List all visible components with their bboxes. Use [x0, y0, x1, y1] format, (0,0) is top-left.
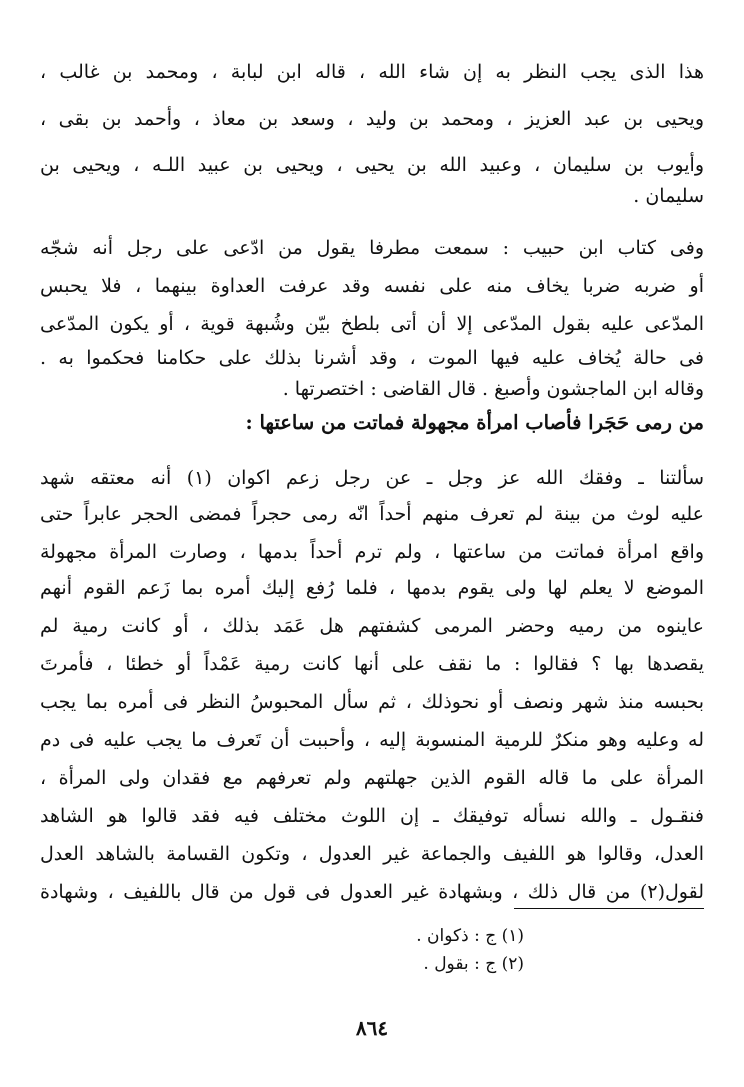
paragraph-2-line-3: المدّعى عليه بقول المدّعى إلا أن أتى بلطخ بيّن وشُبهة قوية ، أو يكون المدّعى	[40, 313, 704, 335]
paragraph-3-line-5: عاينوه من رميه وحضر المرمى كشفتهم هل عَمَد بذلك ، أو كانت رمية لم	[40, 615, 704, 637]
footnote-1: (١) ج : ذكوان .	[416, 926, 524, 946]
paragraph-3-line-2: عليه لوث من بينة لم تعرف منهم أحداً انّه رمى حجراً فمضى الحجر عابراً حتى	[40, 503, 704, 525]
paragraph-3-line-12: لقول(٢) من قال ذلك ، وبشهادة غير العدول فى قول من قال باللفيف ، وشهادة	[40, 881, 704, 903]
paragraph-1-line-2: ويحيى بن عبد العزيز ، ومحمد بن وليد ، وسعد بن معاذ ، وأحمد بن بقى ،	[40, 108, 704, 130]
paragraph-2-line-1: وفى كتاب ابن حبيب : سمعت مطرفا يقول من ادّعى على رجل أنه شجّه	[40, 237, 704, 259]
paragraph-3-line-4: الموضع لا يعلم لها ولى يقوم بدمها ، فلما رُفع إليك أمره بما زَعم القوم أنهم	[40, 577, 704, 599]
paragraph-3-line-8: له وعليه وهو منكرٌ للرمية المنسوبة إليه ، وأحببت أن تَعرف ما يجب عليه فى دم	[40, 729, 704, 751]
paragraph-3-line-11: العدل، وقالوا هو اللفيف والجماعة غير العدول ، وتكون القسامة بالشاهد العدل	[40, 843, 704, 865]
paragraph-2-line-2: أو ضربه ضربا يخاف منه على نفسه وقد عرفت العداوة بينهما ، فلا يحبس	[40, 275, 704, 297]
paragraph-3-line-9: المرأة على ما قاله القوم الذين جهلتهم ولم تعرفهم مع فقدان ولى المرأة ،	[40, 767, 704, 789]
book-page	[40, 20, 704, 1070]
paragraph-3-line-3: واقع امرأة فماتت من ساعتها ، ولم ترم أحداً بدمها ، وصارت المرأة مجهولة	[40, 541, 704, 563]
paragraph-3-line-1: سألتنا ـ وفقك الله عز وجل ـ عن رجل زعم اكوان (١) أنه معتقه شهد	[40, 467, 704, 489]
page-number: ٨٦٤	[355, 1016, 389, 1040]
paragraph-1-line-4: سليمان .	[633, 185, 704, 207]
paragraph-1-line-1: هذا الذى يجب النظر به إن شاء الله ، قاله ابن لبابة ، ومحمد بن غالب ،	[40, 61, 704, 83]
footnote-separator	[514, 908, 704, 909]
paragraph-2-line-4: فى حالة يُخاف عليه فيها الموت ، وقد أشرنا بذلك على حكامنا فحكموا به .	[40, 347, 704, 369]
paragraph-3-line-6: يقصدها بها ؟ فقالوا : ما نقف على أنها كانت رمية عَمْداً أو خطئا ، فأمرتَ	[40, 653, 704, 675]
footnote-2: (٢) ج : بقول .	[423, 954, 524, 974]
paragraph-1-line-3: وأيوب بن سليمان ، وعبيد الله بن يحيى ، ويحيى بن عبيد اللـه ، ويحيى بن	[40, 154, 704, 176]
paragraph-3-line-10: فنقـول ـ والله نسأله توفيقك ـ إن اللوث مختلف فيه فقد قالوا هو الشاهد	[40, 805, 704, 827]
section-heading: من رمى حَجَرا فأصاب امرأة مجهولة فماتت من ساعتها :	[245, 411, 704, 434]
paragraph-2-line-5: وقاله ابن الماجشون وأصبغ . قال القاضى : اختصرتها .	[282, 378, 704, 400]
paragraph-3-line-7: بحبسه منذ شهر ونصف أو نحوذلك ، ثم سأل المحبوسُ النظر فى أمره بما يجب	[40, 691, 704, 713]
